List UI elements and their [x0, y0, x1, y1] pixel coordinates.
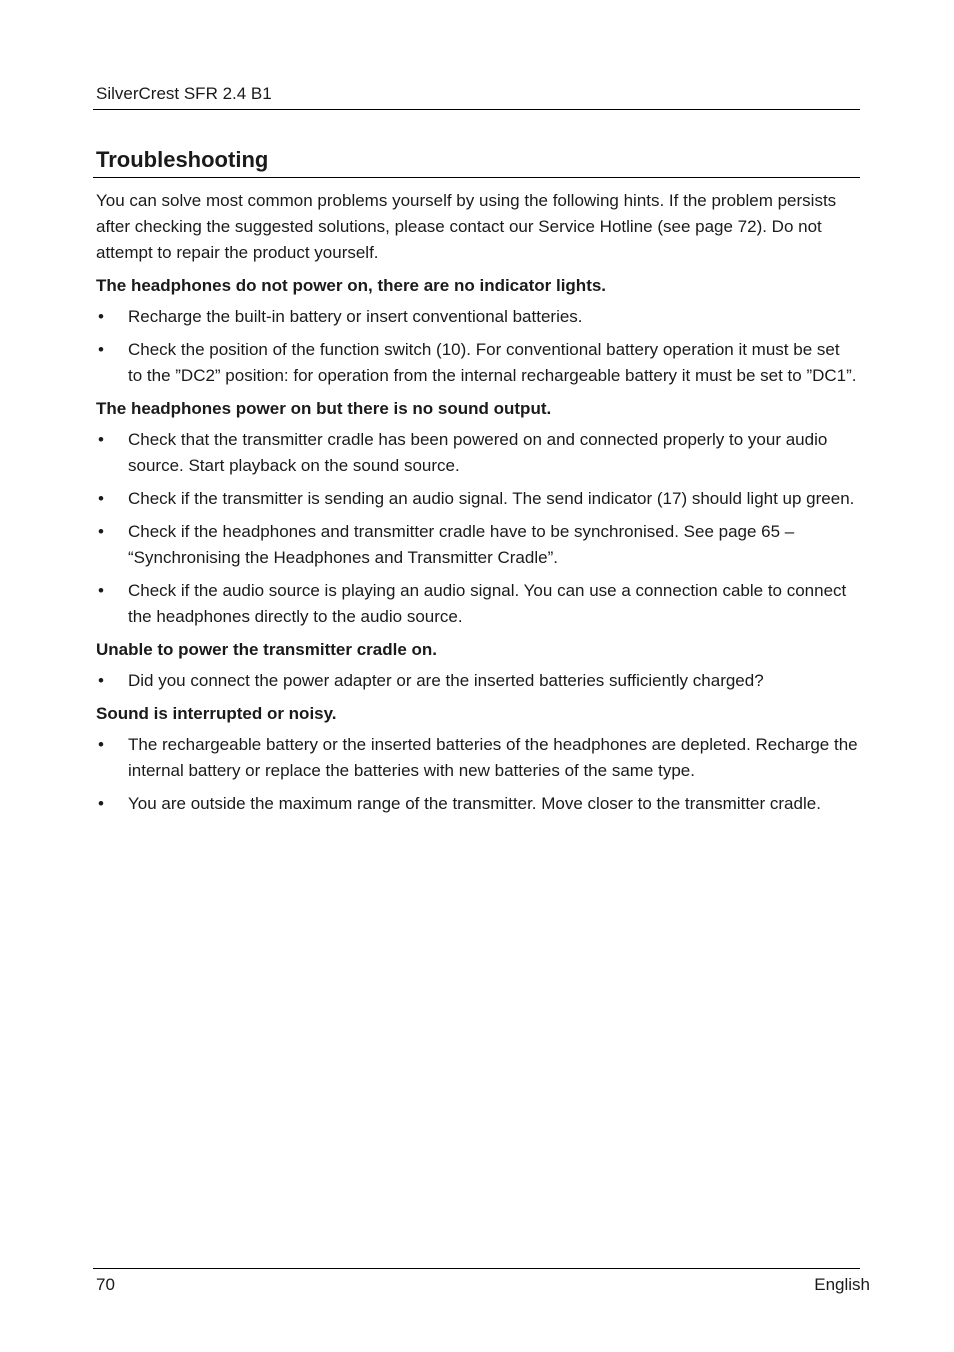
solution-text: Did you connect the power adapter or are the inserted batteries sufficiently charged? — [128, 671, 764, 690]
solution-item — [96, 791, 858, 817]
solution-text: Check that the transmitter cradle has been powered on and connected properly to your audio source. Start playback on the sound source. — [128, 430, 828, 475]
solution-list — [96, 427, 860, 630]
problem-title: Unable to power the transmitter cradle on. — [96, 640, 438, 659]
solution-text: Check if the transmitter is sending an audio signal. The send indicator (17) should light up green. — [128, 489, 855, 508]
solution-text: Check if the audio source is playing an audio signal. You can use a connection cable to connect the headphones directly to the audio source. — [128, 581, 847, 626]
solution-item — [96, 486, 858, 512]
page-footer — [93, 1268, 870, 1294]
language-label: English — [814, 1275, 870, 1294]
solution-text: Check the position of the function switch (10). For conventional battery operation it must be set to the ”DC2” position: for operation from the internal rechargeable battery it must be set to ”DC1”. — [128, 340, 857, 385]
bullet-icon: • — [98, 430, 104, 449]
page-number: 70 — [96, 1275, 115, 1294]
bullet-icon: • — [98, 489, 104, 508]
problem-title: The headphones do not power on, there are no indicator lights. — [96, 276, 607, 295]
bullet-icon: • — [98, 307, 104, 326]
solution-text: Recharge the built-in battery or insert conventional batteries. — [128, 307, 583, 326]
problem-block-4 — [93, 703, 860, 817]
bullet-icon: • — [98, 340, 104, 359]
solution-list — [96, 304, 860, 389]
problem-title: Sound is interrupted or noisy. — [96, 704, 337, 723]
solution-item — [96, 732, 858, 784]
solution-item — [96, 519, 858, 571]
bullet-icon: • — [98, 522, 104, 541]
problem-block-3 — [93, 639, 860, 694]
troubleshooting-section — [93, 146, 860, 824]
solution-text: Check if the headphones and transmitter cradle have to be synchronised. See page 65 – “Synchronising the Headphones and Transmitter Cradle”. — [128, 522, 795, 567]
solution-item — [96, 668, 858, 694]
problem-title: The headphones power on but there is no sound output. — [96, 399, 552, 418]
section-title: Troubleshooting — [93, 146, 860, 178]
product-name: SilverCrest SFR 2.4 B1 — [96, 84, 272, 103]
bullet-icon: • — [98, 735, 104, 754]
solution-item — [96, 304, 858, 330]
solution-text: You are outside the maximum range of the transmitter. Move closer to the transmitter cradle. — [128, 794, 821, 813]
problem-block-2 — [93, 398, 860, 630]
page-header — [93, 82, 860, 110]
solution-text: The rechargeable battery or the inserted batteries of the headphones are depleted. Recharge the internal battery or replace the batteries with new batteries of the same type. — [128, 735, 858, 780]
solution-item — [96, 578, 858, 630]
problem-block-1 — [93, 275, 860, 389]
bullet-icon: • — [98, 671, 104, 690]
bullet-icon: • — [98, 581, 104, 600]
solution-list — [96, 732, 860, 817]
bullet-icon: • — [98, 794, 104, 813]
solution-list — [96, 668, 860, 694]
intro-paragraph: You can solve most common problems yourself by using the following hints. If the problem persists after checking the suggested solutions, please contact our Service Hotline (see page 72). Do not attempt to repair the product yourself. — [96, 191, 837, 262]
solution-item — [96, 337, 858, 389]
solution-item — [96, 427, 858, 479]
